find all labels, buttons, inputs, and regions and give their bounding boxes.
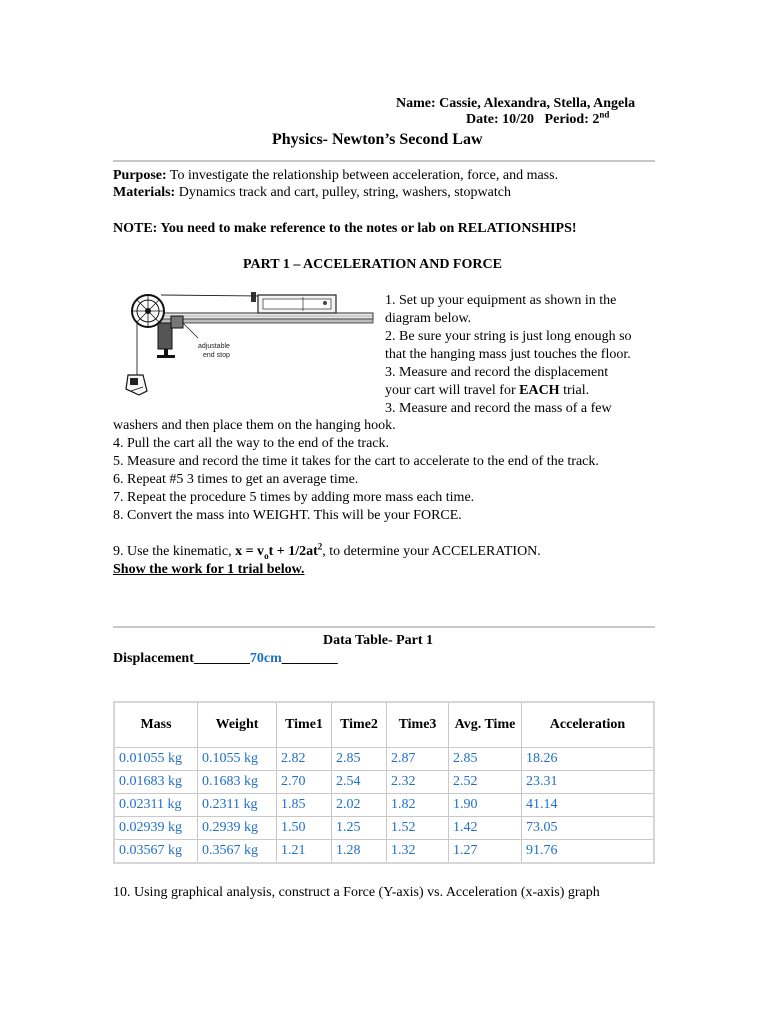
step5: 5. Measure and record the time it takes for the cart to accelerate to the end of the track. xyxy=(113,454,599,469)
table-cell: 1.82 xyxy=(387,794,449,817)
table-cell: 1.90 xyxy=(449,794,522,817)
date-text: Date: 10/20 xyxy=(466,112,535,127)
end-stop xyxy=(171,316,183,328)
table-cell: 2.32 xyxy=(387,771,449,794)
step2-line1: 2. Be sure your string is just long enough so xyxy=(385,329,632,344)
table-cell: 1.27 xyxy=(449,840,522,864)
track-diagram xyxy=(113,283,378,401)
step3-each: EACH xyxy=(519,383,560,398)
table-cell: 1.42 xyxy=(449,817,522,840)
step4: 4. Pull the cart all the way to the end of the track. xyxy=(113,436,390,451)
table-cell: 73.05 xyxy=(522,817,655,840)
table-cell: 91.76 xyxy=(522,840,655,864)
table-cell: 0.01683 kg xyxy=(114,771,198,794)
table-cell: 0.01055 kg xyxy=(114,748,198,771)
step9 xyxy=(113,543,541,561)
table-cell: 2.52 xyxy=(449,771,522,794)
table-header-row xyxy=(114,702,654,748)
materials-label: Materials: xyxy=(113,185,176,200)
table-row xyxy=(114,840,654,864)
table-cell: 2.85 xyxy=(449,748,522,771)
table-cell: 0.2939 kg xyxy=(198,817,277,840)
displacement-line: Displacement________70cm________ xyxy=(113,651,338,666)
date-period xyxy=(466,111,609,129)
clamp xyxy=(158,323,172,349)
displacement-label: Displacement________ xyxy=(113,651,250,666)
diagram-label-2: end stop xyxy=(203,352,230,359)
materials-text: Dynamics track and cart, pulley, string, washers, stopwatch xyxy=(175,185,511,200)
col-header-mass: Mass xyxy=(114,702,198,748)
table-cell: 0.1683 kg xyxy=(198,771,277,794)
table-cell: 0.03567 kg xyxy=(114,840,198,864)
table-cell: 2.85 xyxy=(332,748,387,771)
table-cell: 2.70 xyxy=(277,771,332,794)
track-bottom-rail xyxy=(153,319,373,323)
table-cell: 2.87 xyxy=(387,748,449,771)
string xyxy=(161,295,258,296)
diagram-label-1: adjustable xyxy=(198,343,230,350)
table-cell: 1.52 xyxy=(387,817,449,840)
purpose-line xyxy=(113,167,558,185)
step3-line2 xyxy=(385,382,589,400)
table-row xyxy=(114,748,654,771)
table-row xyxy=(114,771,654,794)
table-cell: 1.28 xyxy=(332,840,387,864)
table-row xyxy=(114,794,654,817)
step2-line2: that the hanging mass just touches the floor. xyxy=(385,347,631,362)
step9-pre: 9. Use the kinematic, xyxy=(113,544,236,559)
period-text: Period: 2 xyxy=(544,112,600,127)
col-header-time1: Time1 xyxy=(277,702,332,748)
purpose-text: To investigate the relationship between acceleration, force, and mass. xyxy=(166,168,559,183)
step3b-line2: washers and then place them on the hanging hook. xyxy=(113,418,396,433)
table-cell: 1.85 xyxy=(277,794,332,817)
col-header-weight: Weight xyxy=(198,702,277,748)
step10: 10. Using graphical analysis, construct a Force (Y-axis) vs. Acceleration (x-axis) graph xyxy=(113,885,600,900)
table-cell: 2.82 xyxy=(277,748,332,771)
table-cell: 23.31 xyxy=(522,771,655,794)
table-cell: 1.50 xyxy=(277,817,332,840)
step3-line1: 3. Measure and record the displacement xyxy=(385,365,609,380)
table-cell: 41.14 xyxy=(522,794,655,817)
materials-line xyxy=(113,184,511,202)
equation: $x = v_ot + 1/2at^2$ xyxy=(235,541,323,561)
step1-line1: 1. Set up your equipment as shown in the xyxy=(385,293,617,308)
table-cell: 1.21 xyxy=(277,840,332,864)
step8: 8. Convert the mass into WEIGHT. This will be your FORCE. xyxy=(113,508,462,523)
step9-post: , to determine your ACCELERATION. xyxy=(322,544,541,559)
step1-line2: diagram below. xyxy=(385,311,472,326)
student-names: Name: Cassie, Alexandra, Stella, Angela xyxy=(396,96,636,111)
section-divider xyxy=(113,626,655,628)
displacement-value: 70cm xyxy=(249,651,282,666)
header-divider xyxy=(113,160,655,162)
col-header-acceleration: Acceleration xyxy=(522,702,655,748)
table-cell: 0.02939 kg xyxy=(114,817,198,840)
table-cell: 0.02311 kg xyxy=(114,794,198,817)
table-row xyxy=(114,817,654,840)
page-title: Physics- Newton’s Second Law xyxy=(272,131,483,148)
table-cell: 2.02 xyxy=(332,794,387,817)
data-table xyxy=(113,701,655,864)
part1-title: PART 1 – ACCELERATION AND FORCE xyxy=(243,257,502,272)
table-cell: 0.3567 kg xyxy=(198,840,277,864)
col-header-avg-time: Avg. Time xyxy=(449,702,522,748)
table-cell: 0.2311 kg xyxy=(198,794,277,817)
table-cell: 18.26 xyxy=(522,748,655,771)
table-cell: 1.32 xyxy=(387,840,449,864)
purpose-label: Purpose: xyxy=(113,168,167,183)
step3b-line1: 3. Measure and record the mass of a few xyxy=(385,401,612,416)
data-table-title: Data Table- Part 1 xyxy=(323,633,434,648)
table-cell: 0.1055 kg xyxy=(198,748,277,771)
step3-post: trial. xyxy=(559,383,590,398)
period-suffix: nd xyxy=(599,109,610,120)
note-text: NOTE: You need to make reference to the notes or lab on RELATIONSHIPS! xyxy=(113,221,577,236)
table-cell: 2.54 xyxy=(332,771,387,794)
cart-bumper xyxy=(251,292,256,302)
step3-pre: your cart will travel for xyxy=(385,383,520,398)
col-header-time3: Time3 xyxy=(387,702,449,748)
col-header-time2: Time2 xyxy=(332,702,387,748)
table-cell: 1.25 xyxy=(332,817,387,840)
step7: 7. Repeat the procedure 5 times by adding more mass each time. xyxy=(113,490,475,505)
show-work-text: Show the work for 1 trial below. xyxy=(113,562,305,577)
step6: 6. Repeat #5 3 times to get an average time. xyxy=(113,472,359,487)
